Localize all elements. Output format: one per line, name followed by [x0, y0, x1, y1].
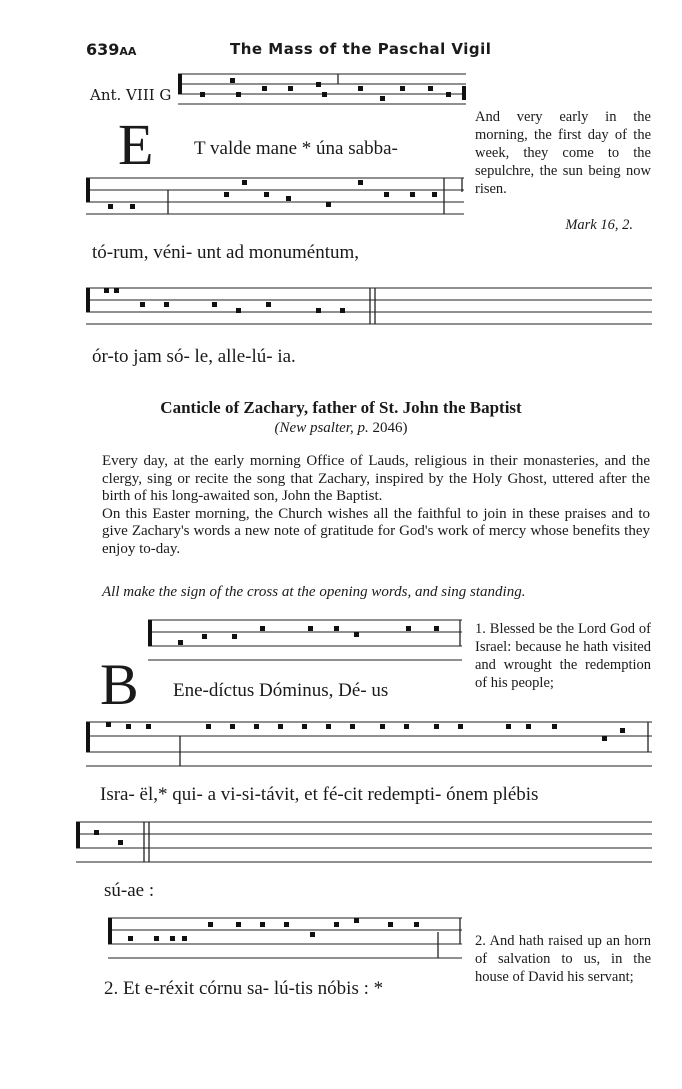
drop-cap: B: [100, 652, 139, 717]
chant-staff: [108, 912, 462, 962]
intro-text: [102, 453, 650, 558]
chant-staff: [86, 714, 652, 770]
intro-paragraph: Every day, at the early morning Office of Lauds, religious in their monasteries, and the clergy, sing or recite the song that Zachary, inspired by the Holy Ghost, uttered after the birth of his long-awaited son, John the Baptist.: [102, 453, 650, 504]
chant-lyric: Ene-díctus Dóminus, Dé- us: [173, 680, 389, 701]
drop-cap: E: [118, 112, 154, 177]
chant-lyric: T valde mane * úna sabba-: [194, 138, 398, 159]
section-subheading: (New psalter, p. 2046): [274, 420, 408, 436]
chant-lyric: 2. Et e-réxit córnu sa- lú-tis nóbis : *: [104, 978, 384, 999]
rubric-text: All make the sign of the cross at the opening words, and sing standing.: [102, 584, 526, 600]
translation-text: And very early in the morning, the first day of the week, they come to the sepulchre, the sun being now risen.: [475, 109, 651, 197]
chant-staff: [178, 70, 466, 110]
chant-lyric: Isra- ël,* qui- a vi-si-távit, et fé-cit redempti- ónem plébis: [100, 784, 539, 805]
translation-text: 1. Blessed be the Lord God of Israel: because he hath visited and wrought the redemption of his people;: [475, 621, 651, 691]
section-heading: Canticle of Zachary, father of St. John the Baptist: [160, 398, 522, 417]
scripture-reference: Mark 16, 2.: [565, 217, 633, 233]
chant-staff: [86, 172, 464, 220]
chant-staff: [148, 614, 462, 666]
page-number: 639AA: [86, 40, 137, 59]
chant-staff: [86, 282, 652, 330]
chant-lyric: ór-to jam só- le, alle-lú- ia.: [92, 346, 296, 367]
chant-staff: [76, 816, 652, 866]
intro-paragraph: On this Easter morning, the Church wishes all the faithful to join in these praises and to give Zachary's words a new note of gratitude for God's work of mercy whose benefits they enjoy to-day.: [102, 505, 650, 557]
chant-lyric: tó-rum, véni- unt ad monuméntum,: [92, 242, 360, 263]
antiphon-label: Ant. VIII G: [90, 86, 172, 104]
chant-lyric: sú-ae :: [104, 880, 155, 901]
translation-text: 2. And hath raised up an horn of salvation to us, in the house of David his servant;: [475, 933, 651, 985]
page-title: The Mass of the Paschal Vigil: [230, 40, 492, 58]
